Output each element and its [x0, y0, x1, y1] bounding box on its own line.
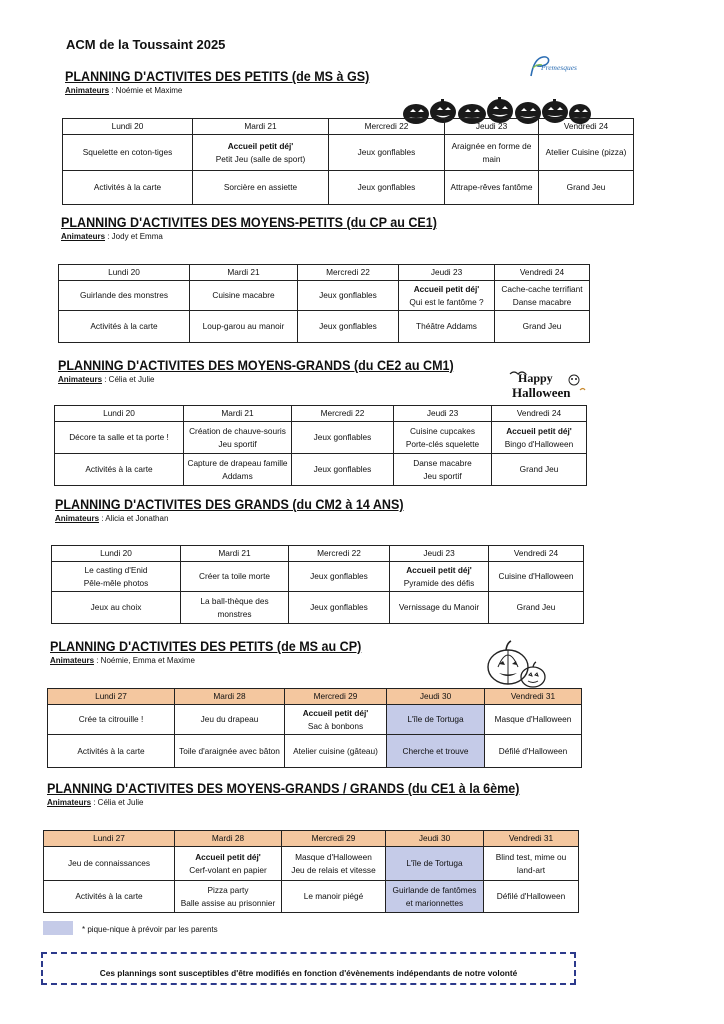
activity-line: Grand Jeu [516, 602, 556, 613]
animators-names: : Célia et Julie [102, 375, 155, 384]
activity-cell [55, 422, 184, 454]
activity-line: Accueil petit déj' [406, 565, 472, 576]
day-header: Mardi 28 [175, 689, 285, 705]
activity-line: Masque d'Halloween [295, 852, 372, 863]
activity-line: Bingo d'Halloween [504, 438, 574, 449]
animators-names: : Célia et Julie [91, 798, 144, 807]
animators-line [61, 232, 465, 241]
activity-line: Cache-cache terrifiant [501, 284, 583, 295]
day-header: Mardi 21 [193, 119, 329, 135]
activity-cell [175, 705, 285, 735]
activity-cell [44, 847, 175, 881]
activity-line: Qui est le fantôme ? [409, 296, 484, 307]
activity-line: Jeu du drapeau [200, 714, 259, 725]
section-title: PLANNING D'ACTIVITES DES MOYENS-GRANDS / GRANDS (du CE1 à la 6ème) [47, 781, 520, 796]
activity-line: Accueil petit déj' [413, 284, 480, 295]
section-title: PLANNING D'ACTIVITES DES PETITS (de MS à GS) [65, 69, 370, 84]
activity-cell [492, 422, 587, 454]
activity-line: Jeux gonflables [319, 290, 377, 301]
activity-cell [390, 592, 489, 624]
day-header: Jeudi 23 [390, 546, 489, 562]
activity-cell [285, 735, 387, 768]
activity-line: Le manoir piégé [303, 891, 364, 902]
activity-line: Jeux gonflables [319, 321, 377, 332]
activity-cell [484, 881, 579, 913]
activity-cell [394, 454, 492, 486]
activity-cell [329, 135, 445, 171]
activity-line: Activités à la carte [77, 745, 145, 756]
activity-cell [386, 881, 484, 913]
activity-cell [445, 135, 539, 171]
animators-line [55, 514, 430, 523]
activity-cell [489, 562, 584, 592]
activity-line: Grand Jeu [566, 182, 606, 193]
activity-cell [298, 281, 399, 311]
day-header: Lundi 20 [55, 406, 184, 422]
day-header: Mercredi 29 [282, 831, 386, 847]
day-header: Lundi 20 [52, 546, 181, 562]
activity-cell [175, 847, 282, 881]
animators-names: : Jody et Emma [105, 232, 163, 241]
animators-label: Animateurs [65, 86, 110, 95]
pumpkin-drawing [484, 637, 548, 691]
activity-line: Théâtre Addams [416, 321, 477, 332]
activity-line: L'île de Tortuga [406, 858, 463, 869]
activity-line: Activités à la carte [90, 321, 158, 332]
activity-line: Accueil petit déj' [227, 141, 294, 152]
activity-line: Sorcière en assiette [223, 182, 298, 193]
activity-cell [48, 735, 175, 768]
section-petits-1 [65, 69, 392, 95]
activity-line: Cuisine cupcakes [409, 426, 476, 437]
activity-cell [285, 705, 387, 735]
day-header: Lundi 20 [63, 119, 193, 135]
activity-cell [485, 735, 582, 768]
day-header: Mardi 28 [175, 831, 282, 847]
activity-line: Blind test, mime ou land-art [495, 852, 567, 875]
section-title: PLANNING D'ACTIVITES DES MOYENS-GRANDS (du CE2 au CM1) [58, 358, 454, 373]
activity-line: Atelier cuisine (gâteau) [293, 745, 378, 756]
activity-line: Masque d'Halloween [494, 714, 572, 725]
activity-cell [55, 454, 184, 486]
activity-line: Cuisine macabre [212, 290, 275, 301]
activity-cell [193, 135, 329, 171]
day-header: Jeudi 23 [399, 265, 495, 281]
activity-line: Crée ta citrouille ! [78, 714, 144, 725]
activity-cell [445, 171, 539, 205]
day-header: Vendredi 24 [539, 119, 634, 135]
activity-line: Défilé d'Halloween [496, 891, 566, 902]
activity-line: Jeu de connaissances [67, 858, 151, 869]
activity-cell [485, 705, 582, 735]
halloween-text: Halloween [512, 385, 571, 400]
activity-cell [190, 311, 298, 343]
activity-cell [399, 311, 495, 343]
section-petits-2 [50, 639, 385, 665]
animators-line [58, 375, 484, 384]
activity-cell [48, 705, 175, 735]
activity-line: Défilé d'Halloween [498, 745, 568, 756]
activity-line: Grand Jeu [519, 464, 559, 475]
disclaimer-box [41, 952, 576, 985]
day-header: Jeudi 23 [445, 119, 539, 135]
activity-line: Toile d'araignée avec bâton [179, 745, 280, 756]
animators-line [47, 798, 555, 807]
activity-cell [63, 171, 193, 205]
activity-cell [282, 881, 386, 913]
section-moyens-grands [58, 358, 484, 384]
activity-line: Pêle-mêle photos [83, 577, 149, 588]
activity-cell [193, 171, 329, 205]
activity-line: Jeu sportif [218, 438, 257, 449]
activity-cell [489, 592, 584, 624]
activity-line: Jeu sportif [423, 470, 462, 481]
activity-line: Accueil petit déj' [302, 708, 369, 719]
activity-line: Vernissage du Manoir [398, 602, 480, 613]
planning-table-petits-1 [62, 118, 634, 205]
activity-line: Cerf-volant en papier [189, 864, 267, 875]
activity-cell [44, 881, 175, 913]
activity-line: Accueil petit déj' [506, 426, 572, 437]
animators-line [50, 656, 385, 665]
activity-line: Activités à la carte [85, 464, 153, 475]
activity-cell [387, 735, 485, 768]
activity-line: Petit Jeu (salle de sport) [215, 153, 306, 164]
activity-line: Activités à la carte [93, 182, 162, 193]
day-header: Vendredi 24 [492, 406, 587, 422]
activity-line: Loup-garou au manoir [202, 321, 285, 332]
activity-line: Araignée en forme de main [451, 141, 532, 164]
day-header: Mercredi 22 [292, 406, 394, 422]
activity-line: Jeux gonflables [357, 182, 416, 193]
activity-line: Le casting d'Enid [84, 565, 148, 576]
activity-cell [175, 735, 285, 768]
activity-cell [484, 847, 579, 881]
activity-cell [289, 592, 390, 624]
activity-cell [184, 422, 292, 454]
activity-line: Atelier Cuisine (pizza) [545, 147, 627, 158]
activity-line: Porte-clés squelette [405, 438, 480, 449]
activity-cell [181, 562, 289, 592]
activity-cell [399, 281, 495, 311]
activity-cell [52, 592, 181, 624]
day-header: Vendredi 31 [484, 831, 579, 847]
section-title: PLANNING D'ACTIVITES DES GRANDS (du CM2 à 14 ANS) [55, 497, 404, 512]
activity-line: Accueil petit déj' [195, 852, 261, 863]
day-header: Vendredi 24 [489, 546, 584, 562]
activity-line: Jeux gonflables [310, 602, 368, 613]
activity-line: Jeux gonflables [313, 432, 372, 443]
activity-line: Danse macabre [413, 458, 472, 469]
activity-line: Pyramide des défis [403, 577, 475, 588]
happy-text: Happy [518, 371, 553, 385]
activity-line: Squelette en coton-tiges [82, 147, 173, 158]
section-moyens-grands-grands [47, 781, 555, 807]
activity-line: Sac à bonbons [307, 720, 364, 731]
animators-line [65, 86, 392, 95]
activity-cell [292, 454, 394, 486]
activity-cell [190, 281, 298, 311]
activity-cell [175, 881, 282, 913]
planning-table-moyens-grands-grands [43, 830, 579, 913]
activity-line: Jeu de relais et vitesse [291, 864, 376, 875]
activity-cell [386, 847, 484, 881]
day-header: Mercredi 22 [329, 119, 445, 135]
activity-line: La ball-thèque des monstres [200, 596, 269, 619]
animators-label: Animateurs [55, 514, 100, 523]
day-header: Lundi 27 [44, 831, 175, 847]
activity-cell [495, 311, 590, 343]
activity-cell [181, 592, 289, 624]
activity-line: Jeux au choix [90, 602, 142, 613]
day-header: Vendredi 24 [495, 265, 590, 281]
day-header: Jeudi 30 [387, 689, 485, 705]
activity-line: Cuisine d'Halloween [498, 571, 574, 582]
activity-line: Créer ta toile morte [198, 571, 270, 582]
activity-line: Jeux gonflables [313, 464, 372, 475]
activity-cell [329, 171, 445, 205]
activity-line: Décore ta salle et ta porte ! [69, 432, 169, 443]
section-title: PLANNING D'ACTIVITES DES PETITS (de MS au CP) [50, 639, 362, 654]
day-header: Mardi 21 [181, 546, 289, 562]
animators-names: : Noémie et Maxime [109, 86, 183, 95]
activity-line: Jeux gonflables [357, 147, 416, 158]
activity-cell [390, 562, 489, 592]
activity-line: Jeux gonflables [310, 571, 368, 582]
activity-cell [492, 454, 587, 486]
activity-cell [184, 454, 292, 486]
day-header: Vendredi 31 [485, 689, 582, 705]
picnic-legend-text: * pique-nique à prévoir par les parents [82, 925, 218, 934]
planning-table-moyens-petits [58, 264, 590, 343]
disclaimer-text: Ces plannings sont susceptibles d'être modifiés en fonction d'évènements indépendants de notre volonté [99, 968, 518, 978]
day-header: Mercredi 22 [289, 546, 390, 562]
activity-cell [59, 281, 190, 311]
animators-label: Animateurs [61, 232, 106, 241]
activity-line: L'île de Tortuga [407, 714, 464, 725]
activity-line: Guirlande des monstres [79, 290, 169, 301]
animators-label: Animateurs [50, 656, 95, 665]
logo-text: Premesques [541, 63, 577, 72]
planning-table-moyens-grands [54, 405, 587, 486]
activity-cell [387, 705, 485, 735]
activity-line: Création de chauve-souris [189, 426, 286, 437]
activity-line: Grand Jeu [522, 321, 562, 332]
section-moyens-petits [61, 215, 465, 241]
activity-cell [63, 135, 193, 171]
day-header: Jeudi 30 [386, 831, 484, 847]
day-header: Mardi 21 [190, 265, 298, 281]
day-header: Mercredi 29 [285, 689, 387, 705]
animators-label: Animateurs [47, 798, 92, 807]
activity-line: Pizza party [207, 885, 249, 896]
activity-cell [292, 422, 394, 454]
day-header: Jeudi 23 [394, 406, 492, 422]
section-grands [55, 497, 430, 523]
activity-cell [52, 562, 181, 592]
activity-cell [495, 281, 590, 311]
animators-names: : Alicia et Jonathan [99, 514, 169, 523]
animators-label: Animateurs [58, 375, 103, 384]
premesques-logo [527, 54, 589, 80]
activity-cell [282, 847, 386, 881]
picnic-legend-swatch [43, 921, 73, 935]
activity-line: Capture de drapeau famille Addams [187, 458, 288, 481]
planning-table-grands [51, 545, 584, 624]
activity-line: Attrape-rêves fantôme [450, 182, 533, 193]
day-header: Lundi 20 [59, 265, 190, 281]
activity-line: Cherche et trouve [402, 745, 469, 756]
activity-cell [539, 171, 634, 205]
document-title: ACM de la Toussaint 2025 [66, 37, 226, 52]
animators-names: : Noémie, Emma et Maxime [94, 656, 195, 665]
activity-line: Activités à la carte [75, 891, 143, 902]
activity-line: Guirlande de fantômes et marionnettes [392, 885, 477, 908]
activity-cell [298, 311, 399, 343]
activity-cell [394, 422, 492, 454]
activity-cell [289, 562, 390, 592]
activity-cell [59, 311, 190, 343]
section-title: PLANNING D'ACTIVITES DES MOYENS-PETITS (du CP au CE1) [61, 215, 437, 230]
planning-table-petits-2 [47, 688, 582, 768]
activity-line: Danse macabre [512, 296, 572, 307]
activity-cell [539, 135, 634, 171]
day-header: Lundi 27 [48, 689, 175, 705]
activity-line: Balle assise au prisonnier [180, 897, 276, 908]
day-header: Mercredi 22 [298, 265, 399, 281]
happy-halloween-illustration [508, 368, 586, 402]
day-header: Mardi 21 [184, 406, 292, 422]
